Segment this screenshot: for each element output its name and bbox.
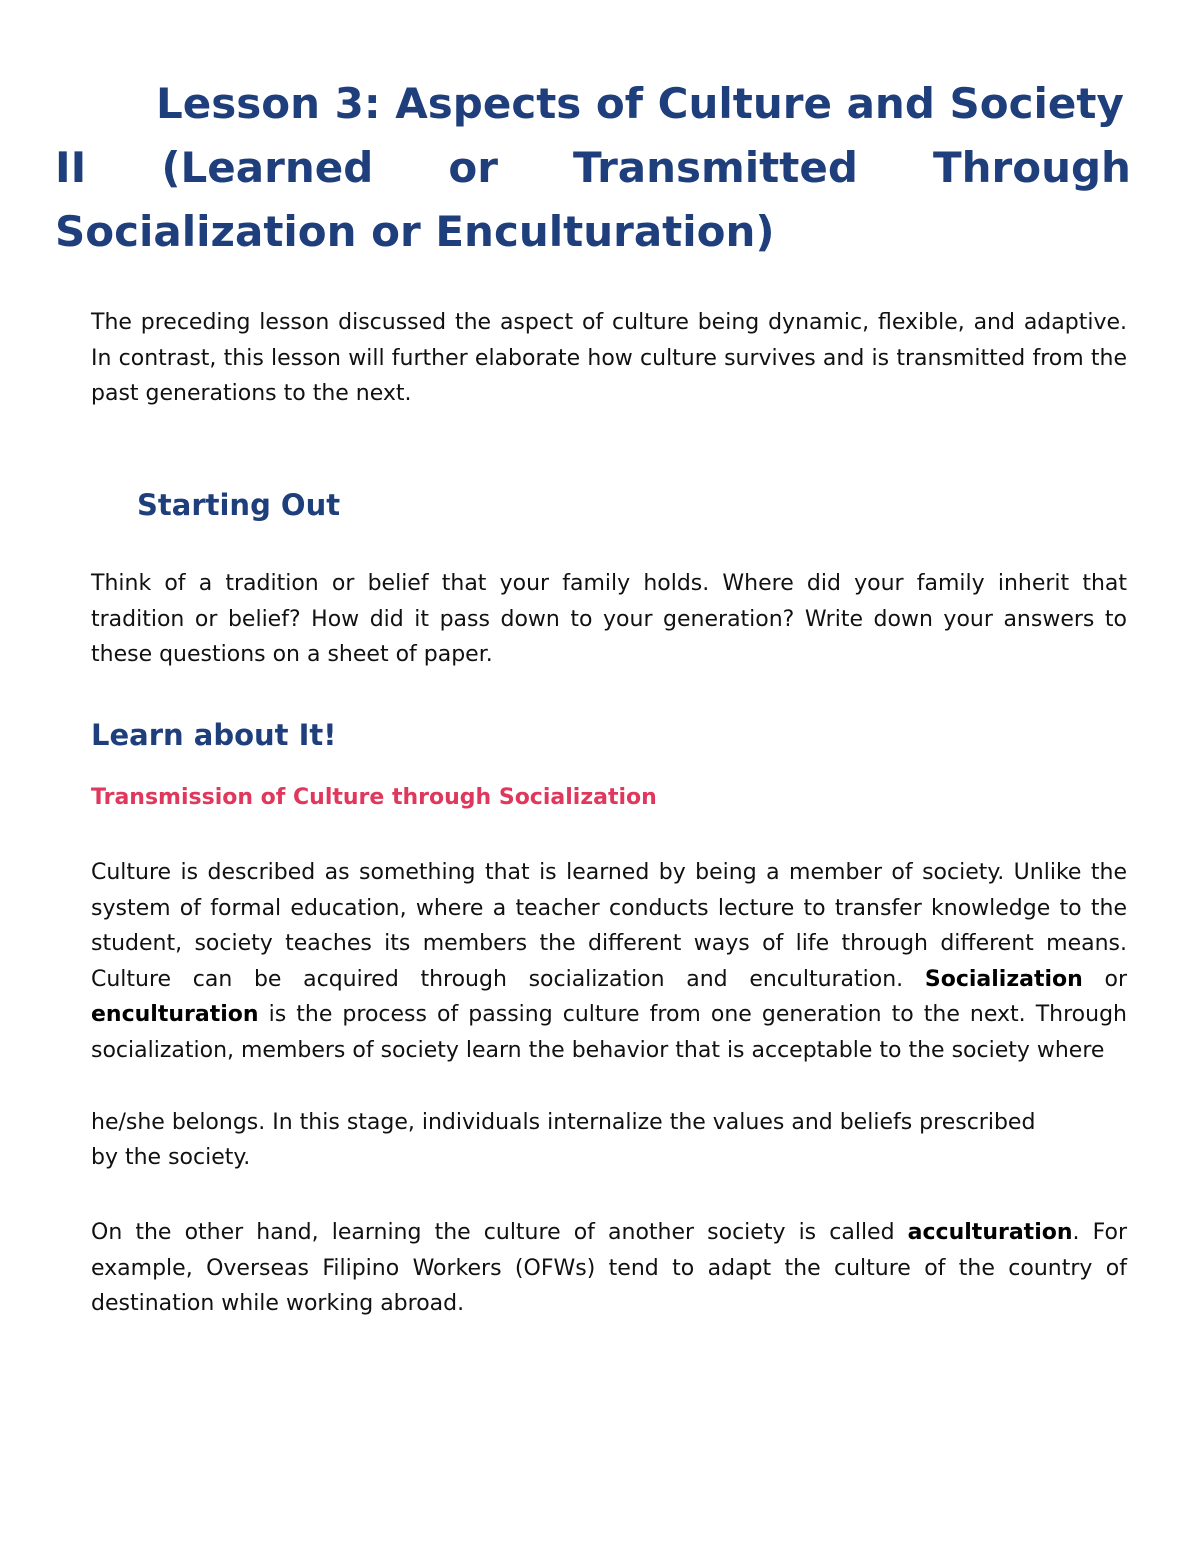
title-line-3: Socialization or Enculturation) [55,207,775,256]
para-text: On the other hand, learning the culture of another society is called [91,1220,908,1245]
term-socialization: Socialization [924,966,1083,992]
para-text: . For example, Overseas Filipino Workers (OFWs) tend to adapt the culture of the country of destination while working abroad. [91,1220,1127,1316]
title-line-2 [55,136,1131,200]
socialization-paragraph-cont-2: by the society. [91,1145,251,1170]
intro-paragraph: The preceding lesson discussed the aspect of culture being dynamic, flexible, and adaptive. In contrast, this lesson will further elaborate how culture survives and is transmitted from the past generations to the next. [91,310,1127,406]
starting-out-heading: Starting Out [137,488,341,522]
title-word: or [448,143,498,192]
socialization-paragraph [91,855,1127,1068]
title-line-1: Lesson 3: Aspects of Culture and Society [156,79,1124,128]
title-word: Through [932,143,1131,192]
title-word: (Learned [161,143,374,192]
term-enculturation: enculturation [91,1002,259,1027]
lesson-title [55,72,1131,264]
socialization-paragraph-cont-1: he/she belongs. In this stage, individuals internalize the values and beliefs prescribed [91,1110,1036,1135]
term-acculturation: acculturation [907,1220,1073,1245]
starting-out-paragraph: Think of a tradition or belief that your family holds. Where did your family inherit that tradition or belief? How did it pass down to your generation? Write down your answers to these questions on a sheet of paper. [91,571,1127,667]
title-word: II [55,143,87,192]
para-text: or [1082,966,1127,992]
acculturation-paragraph [91,1215,1127,1322]
para-text: is the process of passing culture from one generation to the next. Through socialization, members of society learn the behavior that is acceptable to the society where [91,1002,1127,1063]
title-word: Transmitted [573,143,858,192]
learn-about-it-heading: Learn about It! [91,718,337,752]
transmission-subheading: Transmission of Culture through Socialization [91,785,657,810]
para-text: Culture is described as something that is learned by being a member of society. Unlike the system of formal education, where a teacher conducts lecture to transfer knowledge to the student, society teaches its members the different ways of life through different means. Culture can be acquired through socialization and enculturation. [91,860,1127,992]
